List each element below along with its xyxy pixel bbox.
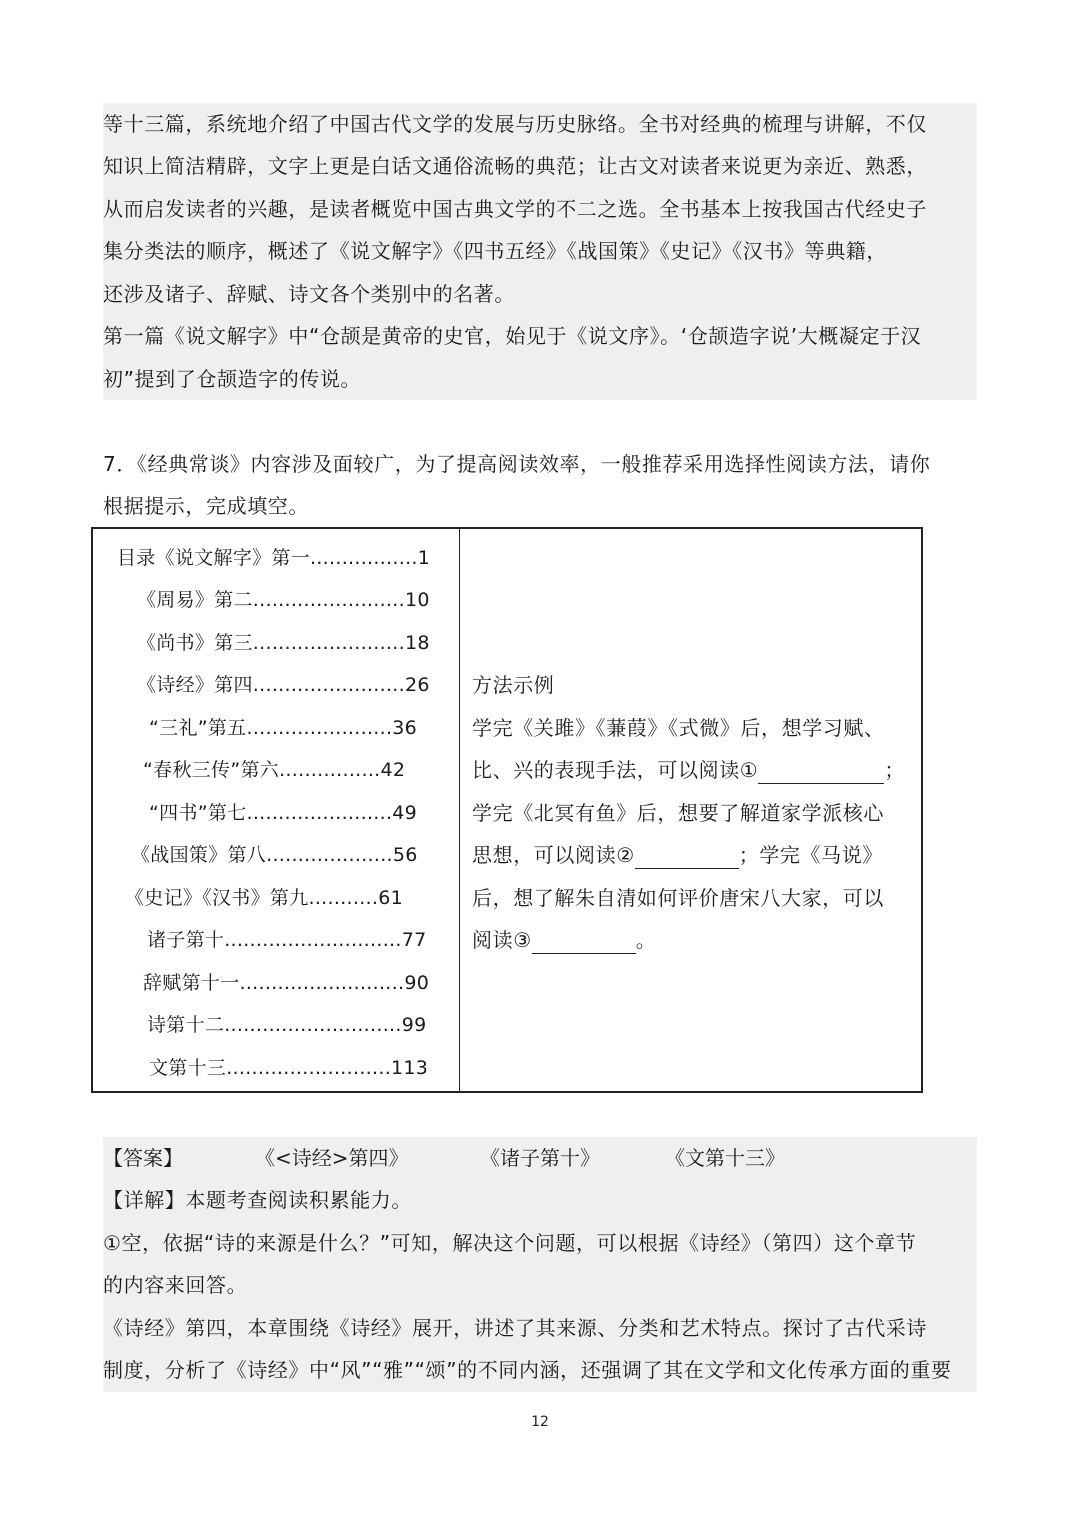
method-line: 学完《北冥有鱼》后，想要了解道家学派核心 (472, 801, 884, 825)
question-text: 7．《经典常谈》内容涉及面较广，为了提高阅读效率，一般推荐采用选择性阅读方法，请你 (103, 452, 931, 476)
method-line: 学完《关雎》《蒹葭》《式微》后，想学习赋、 (472, 716, 885, 740)
method-line-text: 阅读③ (472, 928, 532, 952)
method-line-text: ； (884, 758, 905, 782)
page-number: 12 (531, 1414, 549, 1430)
explanation-line: 【详解】本题考查阅读积累能力。 (103, 1188, 412, 1212)
method-title: 方法示例 (472, 673, 555, 697)
toc-item: 目录《说文解字》第一.................1 (117, 547, 431, 569)
toc-item: 诸子第十............................77 (147, 929, 427, 951)
explanation-line: ①空，依据“诗的来源是什么？”可知，解决这个问题，可以根据《诗经》（第四）这个章节 (103, 1231, 917, 1255)
blank-3[interactable] (532, 931, 636, 954)
method-line: 后，想了解朱自清如何评价唐宋八大家，可以 (472, 886, 884, 910)
table-divider (459, 529, 460, 1091)
explanation-line: 制度，分析了《诗经》中“风”“雅”“颂”的不同内涵，还强调了其在文学和文化传承方面的重要 (103, 1358, 952, 1382)
intro-passage (103, 103, 977, 400)
method-line-text: 思想，可以阅读② (472, 843, 635, 867)
toc-item: 文第十三..........................113 (149, 1057, 429, 1079)
toc-item: “春秋三传”第六................42 (143, 759, 406, 781)
toc-item: “四书”第七.......................49 (149, 802, 418, 824)
toc-item: 《战国策》第八....................56 (131, 844, 418, 866)
answer-1: 《<诗经>第四》 (255, 1146, 409, 1170)
explanation-line: 的内容来回答。 (103, 1273, 248, 1297)
toc-table (91, 527, 923, 1093)
intro-line: 从而启发读者的兴趣，是读者概览中国古典文学的不二之选。全书基本上按我国古代经史子 (103, 197, 927, 221)
blank-1[interactable] (758, 761, 884, 784)
intro-line: 集分类法的顺序，概述了《说文解字》《四书五经》《战国策》《史记》《汉书》等典籍， (103, 239, 887, 263)
answer-block (103, 1137, 977, 1392)
intro-line: 知识上简洁精辟，文字上更是白话文通俗流畅的典范；让古文对读者来说更为亲近、熟悉， (103, 154, 927, 178)
method-line-text: 。 (635, 928, 657, 952)
method-line-text: ；学完《马说》 (738, 843, 883, 867)
method-line (472, 756, 905, 784)
toc-item: 《尚书》第三........................18 (137, 632, 430, 654)
toc-item: 辞赋第十一..........................90 (143, 972, 430, 994)
method-line (472, 841, 883, 869)
intro-line: 初”提到了仓颉造字的传说。 (103, 367, 362, 391)
toc-item: “三礼”第五.......................36 (149, 717, 418, 739)
blank-2[interactable] (635, 846, 739, 869)
method-line (472, 926, 656, 954)
toc-item: 《诗经》第四........................26 (137, 674, 430, 696)
explanation-line: 《诗经》第四，本章围绕《诗经》展开，讲述了其来源、分类和艺术特点。探讨了古代采诗 (103, 1316, 927, 1340)
intro-line: 第一篇《说文解字》中“仓颉是黄帝的史官，始见于《说文序》。‘仓颉造字说’大概凝定于汉 (103, 324, 922, 348)
question-text: 根据提示，完成填空。 (103, 494, 309, 518)
answer-label: 【答案】 (103, 1146, 183, 1170)
toc-item: 《史记》《汉书》第九...........61 (125, 887, 404, 909)
answer-3: 《文第十三》 (665, 1146, 785, 1170)
intro-line: 还涉及诸子、辞赋、诗文各个类别中的名著。 (103, 282, 515, 306)
toc-item: 《周易》第二........................10 (137, 589, 430, 611)
intro-line: 等十三篇，系统地介绍了中国古代文学的发展与历史脉络。全书对经典的梳理与讲解，不仅 (103, 112, 927, 136)
toc-item: 诗第十二............................99 (147, 1014, 427, 1036)
answer-2: 《诸子第十》 (480, 1146, 600, 1170)
method-line-text: 比、兴的表现手法，可以阅读① (472, 758, 759, 782)
